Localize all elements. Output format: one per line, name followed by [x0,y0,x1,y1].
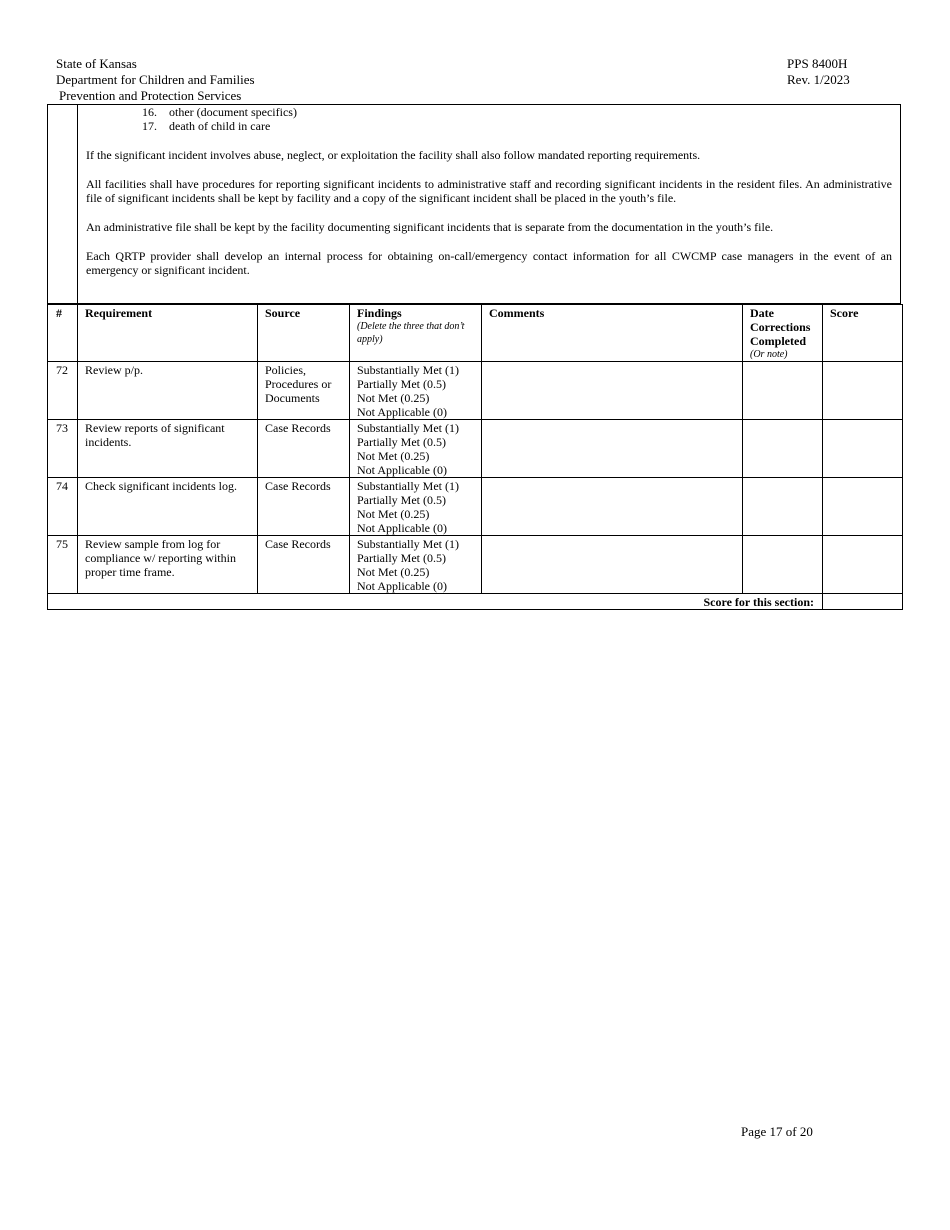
row-comments[interactable] [482,478,743,536]
header-department: Department for Children and Families [56,72,255,87]
table-row [48,478,903,536]
row-requirement: Review reports of significant incidents. [78,420,258,478]
header-score: Score [823,305,903,362]
incident-type-list [86,105,892,133]
row-number: 72 [48,362,78,420]
row-score[interactable] [823,478,903,536]
paragraph-mandated-reporting: If the significant incident involves abuse, neglect, or exploitation the facility shall also follow mandated reporting requirements. [86,148,701,162]
row-date-completed[interactable] [743,478,823,536]
table-row [48,420,903,478]
row-requirement: Review sample from log for compliance w/ reporting within proper time frame. [78,536,258,594]
row-number: 75 [48,536,78,594]
row-date-completed[interactable] [743,420,823,478]
notes-box [47,104,901,304]
header-number: # [48,305,78,362]
page-number: Page 17 of 20 [741,1124,813,1139]
findings-instruction: (Delete the three that don’t apply) [357,321,465,345]
header-division: Prevention and Protection Services [59,88,242,103]
notes-divider [77,105,78,303]
row-findings[interactable]: Substantially Met (1) Partially Met (0.5) Not Met (0.25) Not Applicable (0) [350,362,482,420]
list-item: 17. death of child in care [142,119,271,133]
header-agency-block [56,56,255,104]
row-comments[interactable] [482,420,743,478]
row-findings[interactable]: Substantially Met (1) Partially Met (0.5) Not Met (0.25) Not Applicable (0) [350,536,482,594]
header-form-block [787,56,850,88]
row-source: Case Records [258,536,350,594]
row-findings[interactable]: Substantially Met (1) Partially Met (0.5) Not Met (0.25) Not Applicable (0) [350,420,482,478]
table-header-row [48,305,903,362]
notes-content [86,105,892,277]
row-date-completed[interactable] [743,536,823,594]
header-source: Source [258,305,350,362]
header-findings: Findings (Delete the three that don’t apply) [350,305,482,362]
row-source: Case Records [258,420,350,478]
row-date-completed[interactable] [743,362,823,420]
row-score[interactable] [823,536,903,594]
row-findings[interactable]: Substantially Met (1) Partially Met (0.5) Not Met (0.25) Not Applicable (0) [350,478,482,536]
header-form-number: PPS 8400H [787,56,848,71]
header-requirement: Requirement [78,305,258,362]
header-comments: Comments [482,305,743,362]
header-state: State of Kansas [56,56,137,71]
row-requirement: Review p/p. [78,362,258,420]
paragraph-qrtp-process: Each QRTP provider shall develop an internal process for obtaining on-call/emergency contact information for all CWCMP case managers in the event of an emergency or significant incident. [86,249,892,277]
row-score[interactable] [823,420,903,478]
row-number: 73 [48,420,78,478]
row-source: Case Records [258,478,350,536]
requirements-table [47,304,903,610]
row-requirement: Check significant incidents log. [78,478,258,536]
date-note: (Or note) [750,349,788,360]
row-comments[interactable] [482,536,743,594]
list-item: 16. other (document specifics) [142,105,297,119]
row-comments[interactable] [482,362,743,420]
row-score[interactable] [823,362,903,420]
header-revision: Rev. 1/2023 [787,72,850,87]
table-row [48,536,903,594]
row-number: 74 [48,478,78,536]
section-score-label: Score for this section: [48,594,823,610]
row-source: Policies, Procedures or Documents [258,362,350,420]
section-score-row [48,594,903,610]
header-date-corrections: Date Corrections Completed (Or note) [743,305,823,362]
paragraph-administrative-file: An administrative file shall be kept by the facility documenting significant incidents that is separate from the documentation in the youth’s file. [86,220,774,234]
table-row [48,362,903,420]
paragraph-procedures: All facilities shall have procedures for reporting significant incidents to administrative staff and recording significant incidents in the resident files. An administrative file of significant incidents shall be kept by facility and a copy of the significant incident shall be placed in the youth’s file. [86,177,892,205]
section-score-value[interactable] [823,594,903,610]
